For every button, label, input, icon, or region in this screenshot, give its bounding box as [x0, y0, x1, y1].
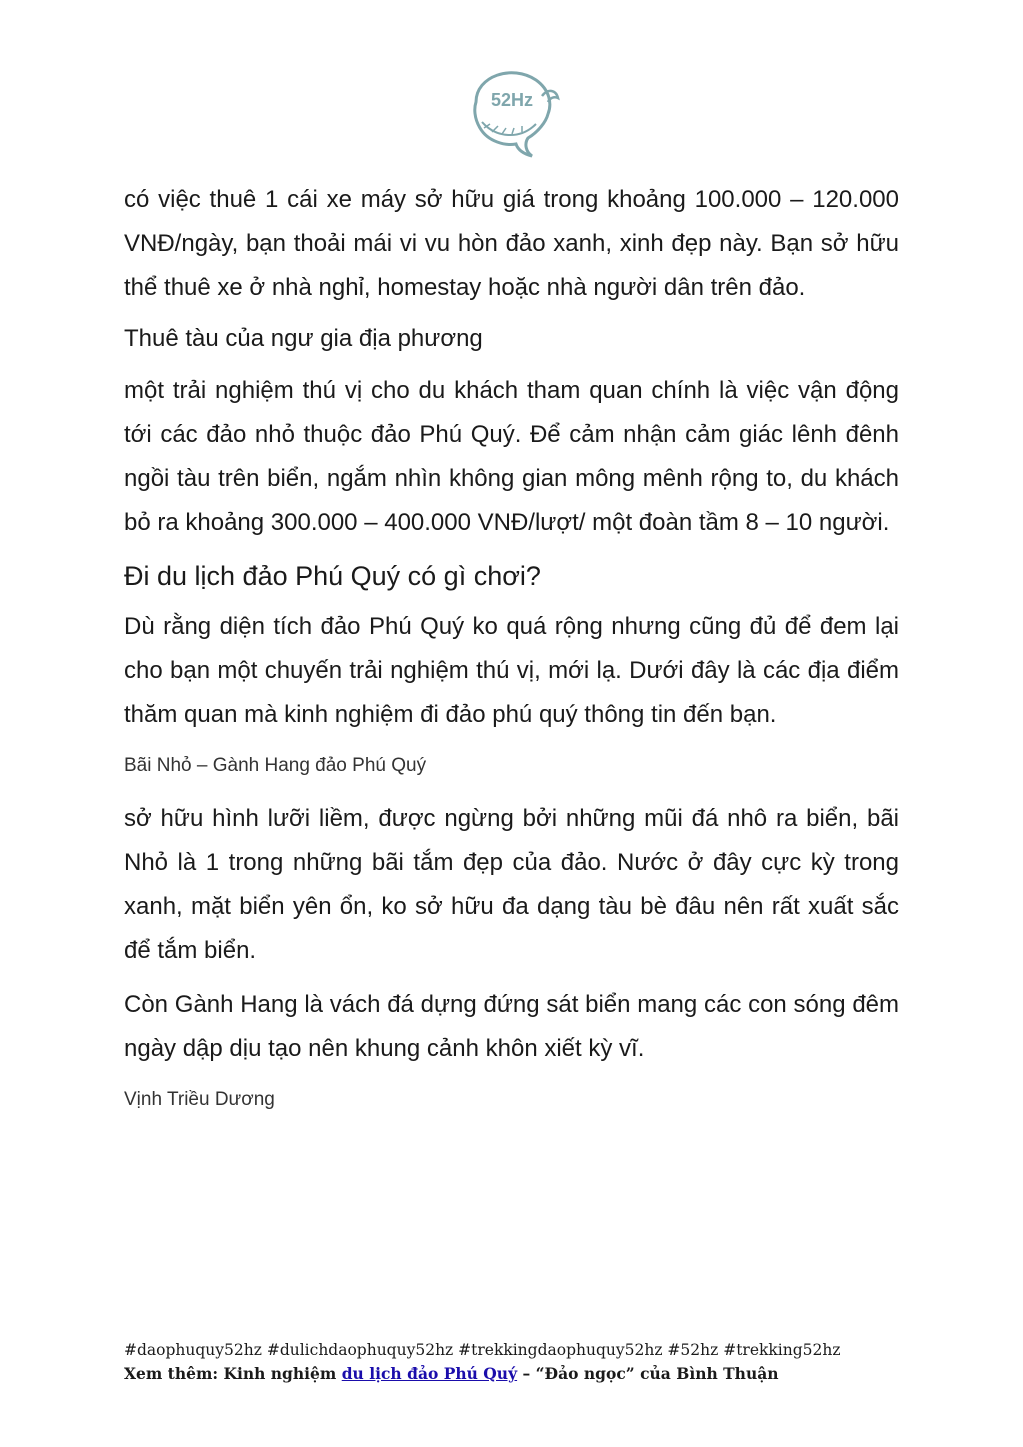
see-more-prefix: Xem thêm: Kinh nghiệm: [124, 1364, 342, 1383]
see-more-link[interactable]: du lịch đảo Phú Quý: [341, 1364, 518, 1383]
paragraph: Dù rằng diện tích đảo Phú Quý ko quá rộng nhưng cũng đủ để đem lại cho bạn một chuyến trải nghiệm thú vị, mới lạ. Dưới đây là các địa điểm thăm quan mà kinh nghiệm đi đảo phú quý thông tin đến bạn.: [124, 613, 899, 728]
paragraph: sở hữu hình lưỡi liềm, được ngừng bởi những mũi đá nhô ra biển, bãi Nhỏ là 1 trong những bãi tắm đẹp của đảo. Nước ở đây cực kỳ trong xanh, mặt biển yên ổn, ko sở hữu đa dạng tàu bè đâu nên rất xuất sắc để tắm biển.: [124, 805, 899, 964]
section-heading: Đi du lịch đảo Phú Quý có gì chơi?: [124, 561, 541, 591]
subheading: Thuê tàu của ngư gia địa phương: [124, 325, 483, 352]
hashtags: #daophuquy52hz #dulichdaophuquy52hz #trekkingdaophuquy52hz #52hz #trekking52hz: [124, 1341, 841, 1359]
see-more-line: [124, 1362, 924, 1386]
document-body: [124, 178, 899, 1112]
paragraph: có việc thuê 1 cái xe máy sở hữu giá trong khoảng 100.000 – 120.000 VNĐ/ngày, bạn thoải mái vi vu hòn đảo xanh, xinh đẹp này. Bạn sở hữu thể thuê xe ở nhà nghỉ, homestay hoặc nhà người dân trên đảo.: [124, 186, 899, 301]
logo-text: 52Hz: [490, 90, 534, 110]
page-footer: [124, 1338, 924, 1386]
brand-logo: [466, 62, 560, 158]
see-more-suffix: – “Đảo ngọc” của Bình Thuận: [517, 1364, 779, 1383]
paragraph: Còn Gành Hang là vách đá dựng đứng sát biển mang các con sóng đêm ngày dập dịu tạo nên khung cảnh khôn xiết kỳ vĩ.: [124, 991, 899, 1062]
paragraph: một trải nghiệm thú vị cho du khách tham quan chính là việc vận động tới các đảo nhỏ thuộc đảo Phú Quý. Để cảm nhận cảm giác lênh đênh ngồi tàu trên biển, ngắm nhìn không gian mông mênh rộng to, du khách bỏ ra khoảng 300.000 – 400.000 VNĐ/lượt/ một đoàn tầm 8 – 10 người.: [124, 377, 899, 536]
subheading: Bãi Nhỏ – Gành Hang đảo Phú Quý: [124, 755, 427, 776]
subheading: Vịnh Triều Dương: [124, 1089, 275, 1110]
whale-logo-icon: [466, 62, 560, 158]
